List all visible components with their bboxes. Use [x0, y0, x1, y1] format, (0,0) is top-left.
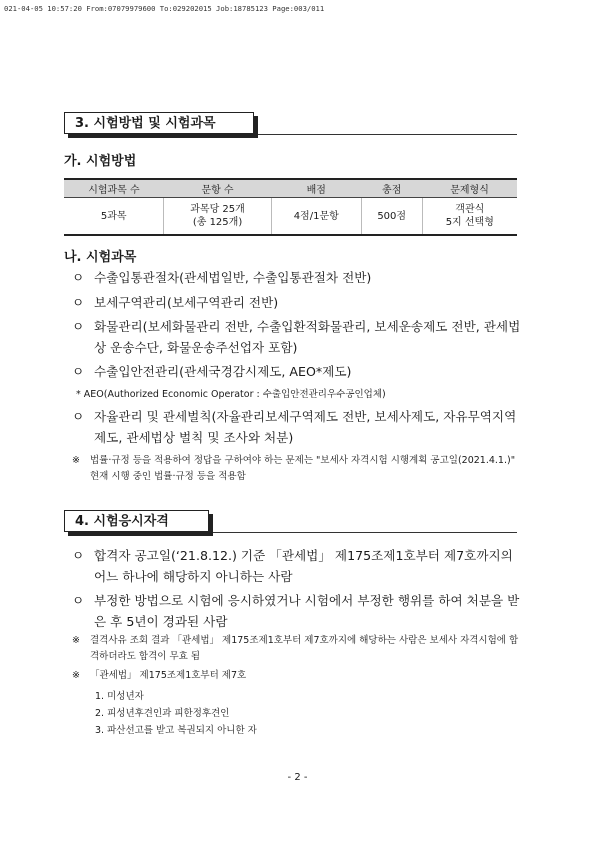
- aeo-footnote: * AEO(Authorized Economic Operator : 수출입안전관리우수공인업체): [76, 389, 386, 400]
- table-row: [64, 198, 517, 236]
- method-heading: 가. 시험방법: [64, 154, 137, 169]
- eligibility-item-1: [72, 545, 523, 587]
- page-number: - 2 -: [287, 772, 308, 783]
- cell-format-line1: 객관식: [455, 204, 485, 215]
- subject-item-4: [72, 361, 523, 382]
- list-item: 1. 미성년자: [95, 691, 144, 702]
- eligibility-item-text: 부정한 방법으로 시험에 응시하였거나 시험에서 부정한 행위를 하여 처분을 받은 후 5년이 경과된 사람: [94, 593, 520, 629]
- exam-method-table: [64, 178, 517, 236]
- cell-questions: [164, 198, 271, 236]
- reference-mark-icon: ※: [72, 635, 80, 646]
- list-item: 2. 피성년후견인과 피한정후견인: [95, 708, 230, 719]
- header-total: 총점: [361, 179, 422, 198]
- list-item: 3. 파산선고를 받고 복권되지 아니한 자: [95, 725, 257, 736]
- customs-act-note-text: 「관세법」 제175조제1호부터 제7호: [90, 670, 247, 681]
- reference-mark-icon: ※: [72, 455, 80, 466]
- header-format: 문제형식: [422, 179, 517, 198]
- bullet-icon: ㅇ: [72, 270, 85, 285]
- bullet-icon: ㅇ: [72, 319, 85, 334]
- section-3-title: 3. 시험방법 및 시험과목: [64, 112, 254, 134]
- cell-points: 4점/1문항: [271, 198, 361, 236]
- section-3-rule: [258, 134, 517, 135]
- eligibility-item-text: 합격자 공고일(‘21.8.12.) 기준 「관세법」 제175조제1호부터 제7호까지의 어느 하나에 해당하지 아니하는 사람: [94, 548, 513, 584]
- header-points: 배점: [271, 179, 361, 198]
- subject-item-text: 수출입안전관리(관세국경감시제도, AEO*제도): [94, 364, 352, 379]
- cell-subjects: 5과목: [64, 198, 164, 236]
- cell-questions-line2: (총 125개): [192, 217, 243, 228]
- cell-format-line2: 5지 선택형: [445, 217, 494, 228]
- subject-item-text: 보세구역관리(보세구역관리 전반): [94, 295, 279, 310]
- bullet-icon: ㅇ: [72, 593, 85, 608]
- bullet-icon: ㅇ: [72, 409, 85, 424]
- reference-mark-icon: ※: [72, 670, 80, 681]
- bullet-icon: ㅇ: [72, 295, 85, 310]
- disqualification-note: [72, 633, 521, 665]
- table-header-row: [64, 179, 517, 198]
- subject-item-text: 자율관리 및 관세벌칙(자율관리보세구역제도 전반, 보세사제도, 자유무역지역제도, 관세법상 벌칙 및 조사와 처분): [94, 409, 517, 445]
- subject-item-text: 화물관리(보세화물관리 전반, 수출입환적화물관리, 보세운송제도 전반, 관세법상 운송수단, 화물운송주선업자 포함): [94, 319, 521, 355]
- header-subject-count: 시험과목 수: [64, 179, 164, 198]
- cell-format: [422, 198, 517, 236]
- law-note: [72, 453, 521, 485]
- section-4-title: 4. 시험응시자격: [64, 510, 209, 532]
- fax-header: 021-04-05 10:57:20 From:07079979600 To:029202015 Job:18785123 Page:003/011: [4, 4, 325, 13]
- cell-questions-line1: 과목당 25개: [190, 204, 245, 215]
- bullet-icon: ㅇ: [72, 548, 85, 563]
- header-question-count: 문항 수: [164, 179, 271, 198]
- subject-item-3: [72, 316, 523, 358]
- subject-item-2: [72, 292, 523, 313]
- subject-item-1: [72, 267, 523, 288]
- cell-total: 500점: [361, 198, 422, 236]
- eligibility-item-2: [72, 590, 523, 632]
- subject-item-text: 수출입통관절차(관세법일반, 수출입통관절차 전반): [94, 270, 372, 285]
- disqualification-note-text: 결격사유 조회 결과 「관세법」 제175조제1호부터 제7호까지에 해당하는 사람은 보세사 자격시험에 합격하더라도 합격이 무효 됨: [90, 635, 519, 662]
- section-4-rule: [213, 532, 517, 533]
- bullet-icon: ㅇ: [72, 364, 85, 379]
- law-note-text: 법률·규정 등을 적용하여 정답을 구하여야 하는 문제는 "보세사 자격시험 시행계획 공고일(2021.4.1.)" 현재 시행 중인 법률·규정 등을 적용함: [90, 455, 516, 482]
- customs-act-note: [72, 668, 521, 684]
- subject-item-5: [72, 406, 523, 448]
- subjects-heading: 나. 시험과목: [64, 250, 137, 265]
